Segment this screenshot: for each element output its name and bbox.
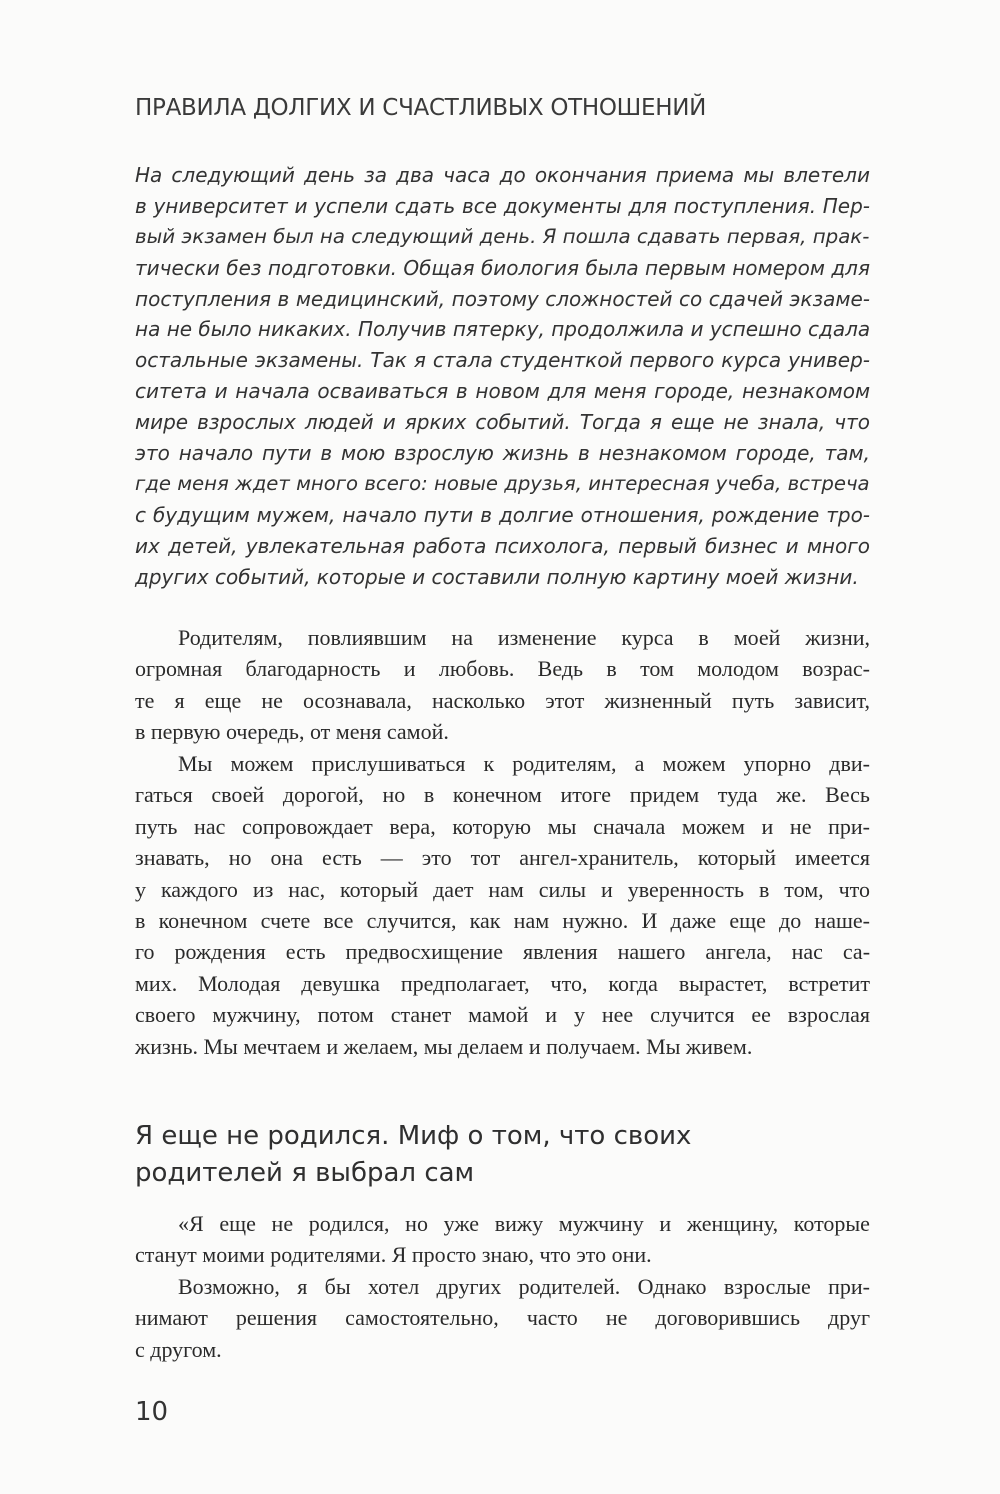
- text-line: мире взрослых людей и ярких событий. Тогда я еще не знала, что: [135, 410, 870, 435]
- text-line: Родителям, повлиявшим на изменение курса в моей жизни,: [178, 625, 871, 650]
- text-line: го рождения есть предвосхищение явления нашего ангела, нас са-: [135, 939, 871, 965]
- text-line: в первую очередь, от меня самой.: [135, 719, 449, 745]
- running-head: ПРАВИЛА ДОЛГИХ И СЧАСТЛИВЫХ ОТНОШЕНИЙ: [135, 95, 706, 121]
- text-line: где меня ждет много всего: новые друзья, интересная учеба, встреча: [135, 471, 870, 495]
- text-line: «Я еще не родился, но уже вижу мужчину и женщину, которые: [178, 1211, 870, 1236]
- text-line: поступления в медицинский, поэтому сложностей со сдачей экзаме-: [135, 286, 870, 311]
- text-line: на не было никаких. Получив пятерку, продолжила и успешно сдала: [135, 317, 871, 342]
- italic-story-paragraph: [135, 160, 870, 592]
- text-line: гаться своей дорогой, но в конечном итоге придем туда же. Весь: [135, 782, 870, 808]
- heading-line: Я еще не родился. Миф о том, что своих: [135, 1121, 692, 1151]
- section-heading: [135, 1118, 870, 1192]
- paragraph-faith: [135, 748, 870, 1062]
- paragraph-other-parents: [135, 1271, 870, 1365]
- text-line: других событий, которые и составили полную картину моей жизни.: [135, 564, 859, 589]
- text-line: с другом.: [135, 1336, 222, 1362]
- text-line: ситета и начала осваиваться в новом для меня городе, незнакомом: [135, 379, 871, 404]
- text-line: в конечном счете все случится, как нам нужно. И даже еще до наше-: [135, 907, 870, 933]
- text-line: жизнь. Мы мечтаем и желаем, мы делаем и получаем. Мы живем.: [135, 1033, 753, 1059]
- text-line: вый экзамен был на следующий день. Я пошла сдавать первая, прак-: [135, 224, 870, 248]
- text-line: станут моими родителями. Я просто знаю, что это они.: [135, 1242, 652, 1268]
- page-number: 10: [135, 1397, 169, 1427]
- paragraph-not-born: [135, 1208, 870, 1271]
- text-line: те я еще не осознавала, насколько этот жизненный путь зависит,: [135, 687, 871, 713]
- text-line: знавать, но она есть — это тот ангел-хранитель, который имеется: [135, 845, 870, 871]
- text-line: остальные экзамены. Так я стала студенткой первого курса универ-: [135, 348, 870, 373]
- text-line: Возможно, я бы хотел других родителей. Однако взрослые при-: [178, 1274, 870, 1299]
- text-line: их детей, увлекательная работа психолога, первый бизнес и много: [135, 533, 870, 558]
- text-line: в университет и успели сдать все документы для поступления. Пер-: [135, 193, 870, 218]
- text-line: нимают решения самостоятельно, часто не договорившись друг: [135, 1305, 870, 1331]
- text-line: Мы можем прислушиваться к родителям, а можем упорно дви-: [178, 751, 870, 776]
- text-line: тически без подготовки. Общая биология была первым номером для: [135, 255, 870, 280]
- text-line: своего мужчину, потом станет мамой и у нее случится ее взрослая: [135, 1002, 871, 1028]
- heading-line: родителей я выбрал сам: [135, 1158, 475, 1188]
- text-line: у каждого из нас, который дает нам силы и уверенность в том, что: [135, 876, 870, 902]
- paragraph-gratitude: [135, 622, 870, 748]
- text-line: огромная благодарность и любовь. Ведь в том молодом возрас-: [135, 656, 871, 682]
- text-line: путь нас сопровождает вера, которую мы сначала можем и не при-: [135, 813, 870, 839]
- text-line: На следующий день за два часа до окончания приема мы влетели: [135, 163, 870, 187]
- text-line: с будущим мужем, начало пути в долгие отношения, рождение тро-: [135, 502, 871, 527]
- text-line: мих. Молодая девушка предполагает, что, когда вырастет, встретит: [135, 970, 871, 996]
- text-line: это начало пути в мою взрослую жизнь в незнакомом городе, там,: [135, 441, 870, 466]
